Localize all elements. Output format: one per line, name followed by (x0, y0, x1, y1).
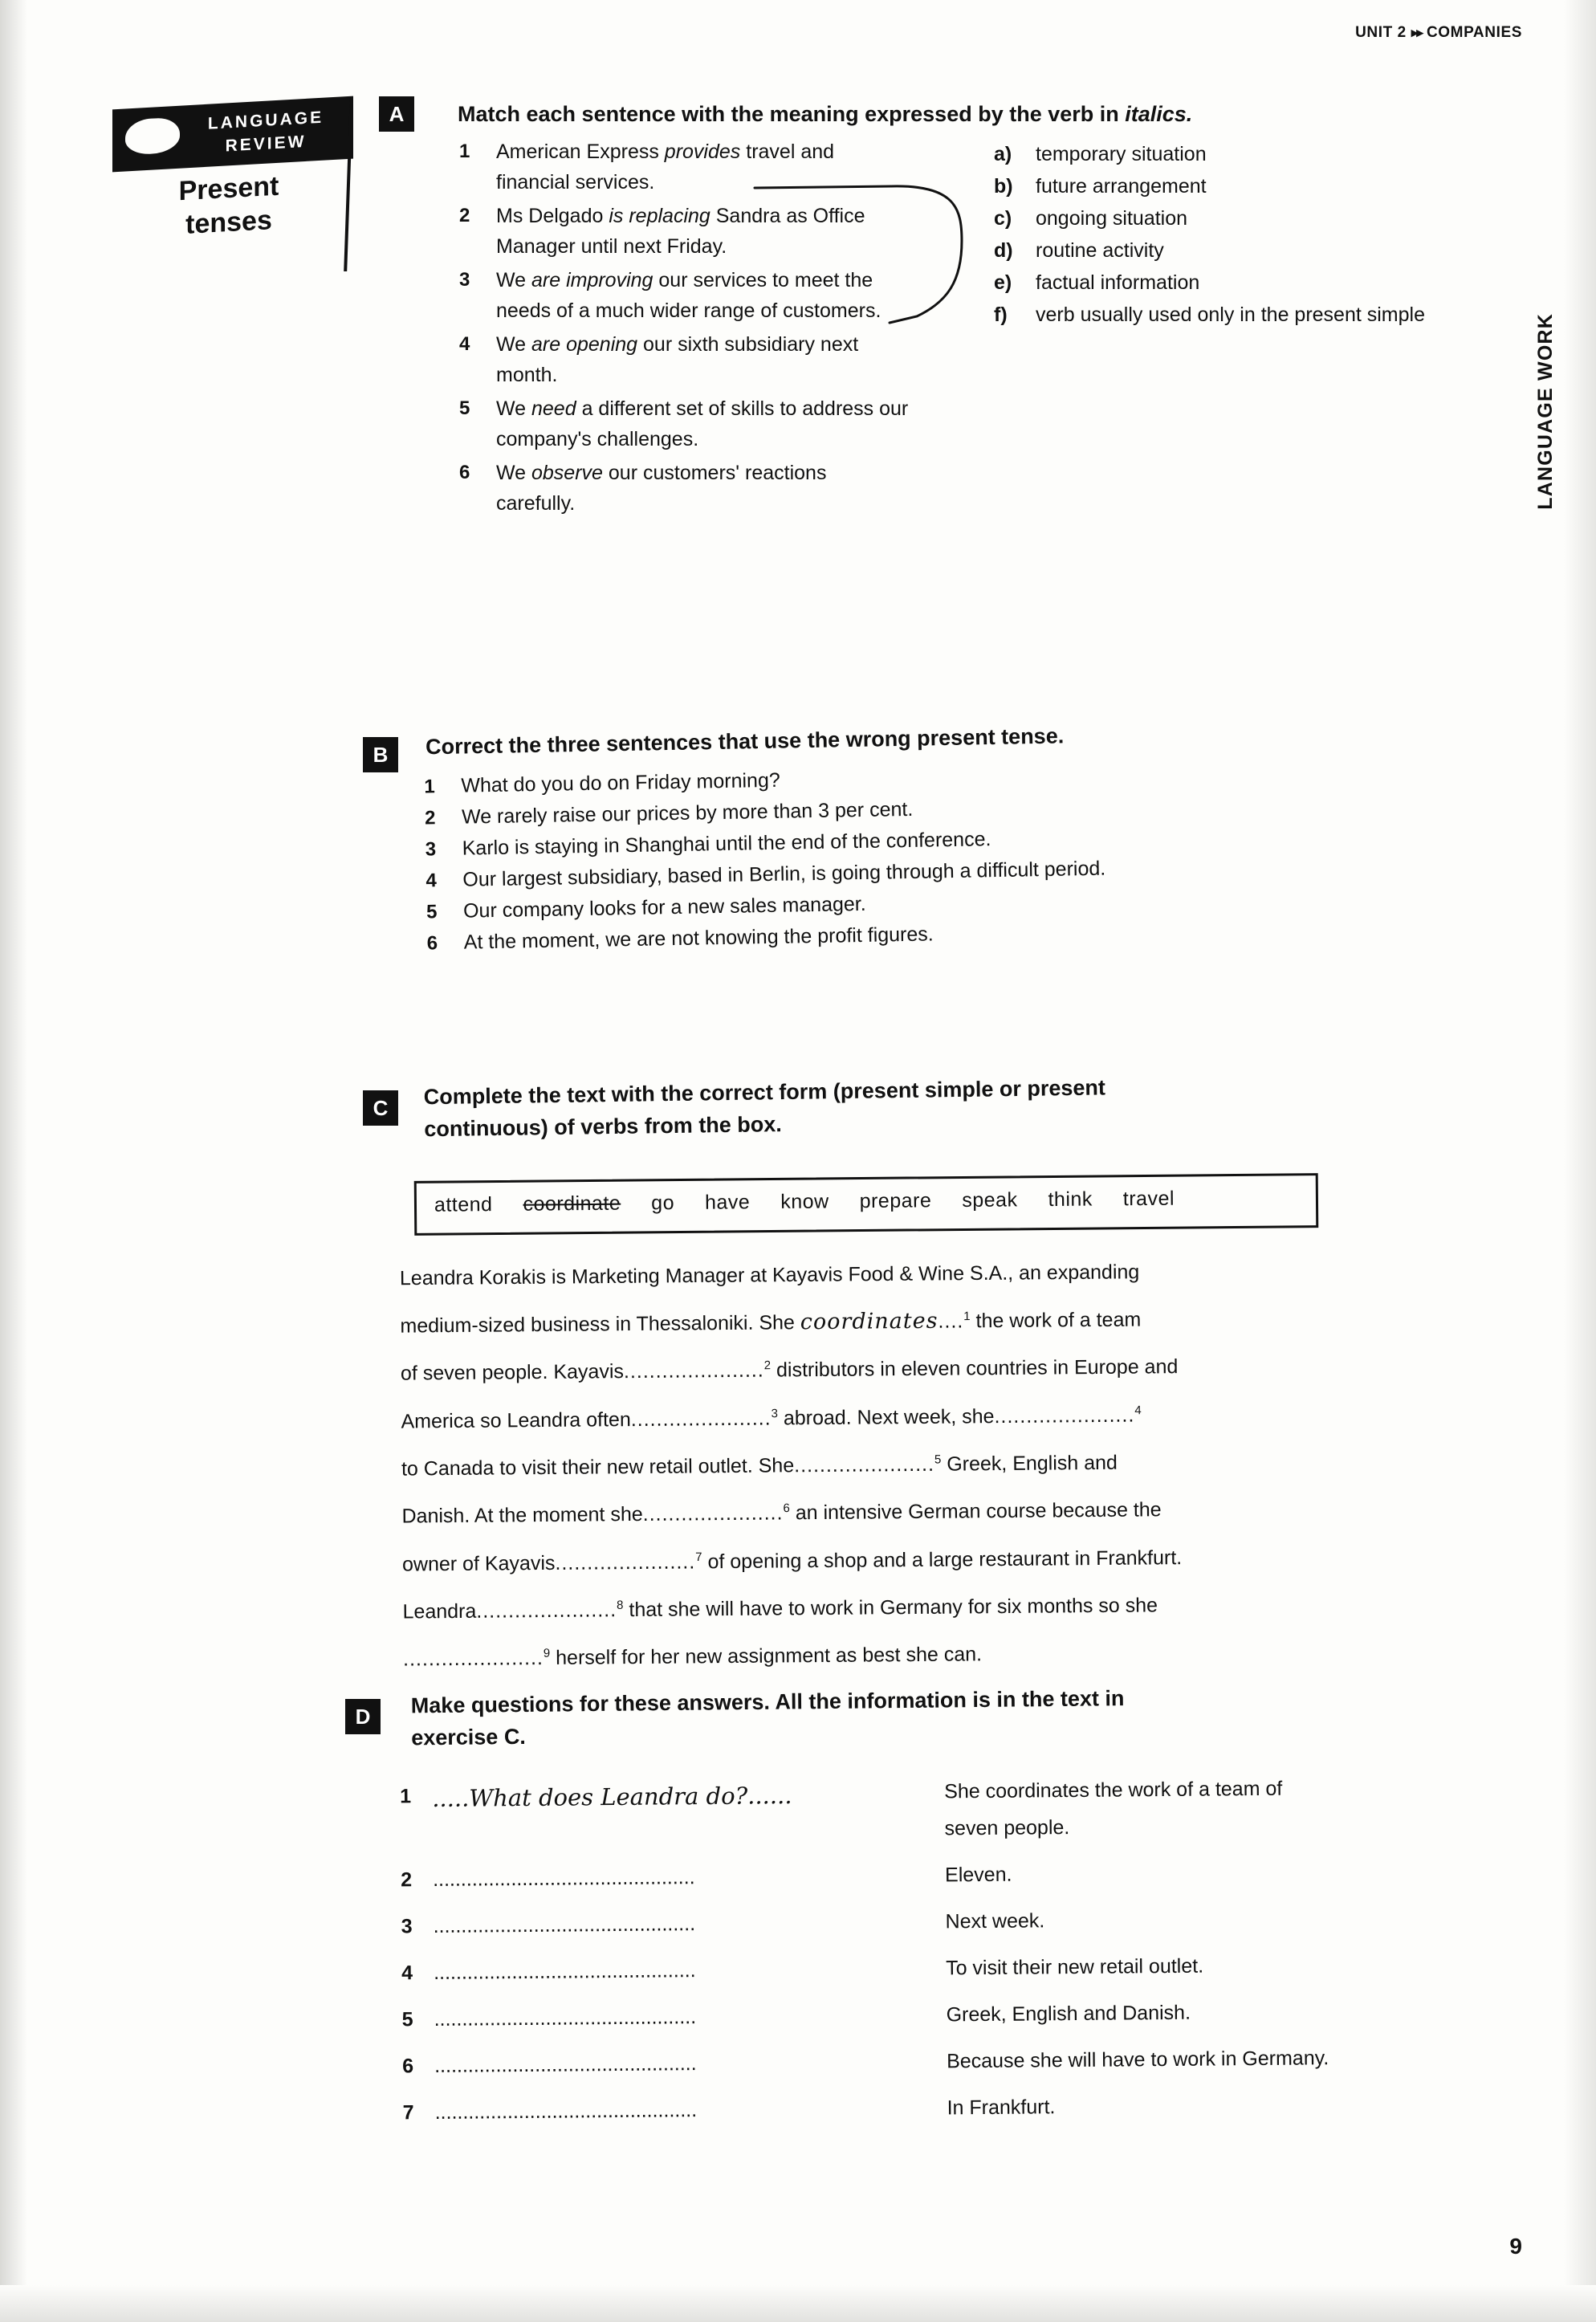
d-answer-text: She coordinates the work of a team of (944, 1777, 1283, 1803)
exercise-a-option (994, 170, 1427, 202)
language-review-badge-text (189, 104, 342, 160)
exercise-a-heading-italic: italics. (1125, 102, 1193, 126)
c-gap-4-number: 4 (1134, 1403, 1142, 1417)
option-text: future arrangement (1036, 175, 1207, 198)
item-text: Karlo is staying in Shanghai until the end of the conference. (462, 828, 991, 860)
c-gap-1: .... (938, 1310, 964, 1333)
exercise-d-row (401, 1995, 1381, 2051)
option-letter: d) (994, 239, 1013, 262)
item-text: American Express provides travel and financial services. (496, 141, 835, 194)
exercise-c-heading-line-2: continuous) of verbs from the box. (424, 1112, 783, 1142)
section-side-tab: LANGUAGE WORK (1534, 313, 1557, 510)
exercise-c-word-box (414, 1173, 1319, 1236)
option-letter: f) (994, 303, 1008, 326)
exercise-d-row (401, 1856, 1380, 1911)
c-text-line-5b: Greek, English and (947, 1451, 1118, 1476)
exercise-a-item (459, 329, 909, 390)
exercise-a-heading (458, 98, 1437, 130)
c-text-line-2b: the work of a team (975, 1308, 1142, 1333)
c-answer-1-handwritten: coordinates (800, 1308, 938, 1335)
item-number: 5 (459, 397, 470, 419)
c-gap-6: ...................... (642, 1501, 784, 1526)
badge-line-1: LANGUAGE (207, 108, 324, 133)
item-number: 6 (426, 932, 438, 955)
item-number: 6 (459, 462, 470, 483)
word-box-item: prepare (859, 1189, 932, 1213)
item-text: Ms Delgado is replacing Sandra as Office Manager until next Friday. (496, 205, 865, 258)
c-gap-1-number: 1 (963, 1310, 971, 1324)
c-gap-2: ...................... (623, 1359, 764, 1383)
c-gap-7-number: 7 (695, 1550, 702, 1564)
word-box-item: attend (434, 1193, 493, 1216)
d-answer-text: Because she will have to work in Germany. (947, 2047, 1329, 2073)
page-edge-shadow-bottom (0, 2285, 1596, 2322)
exercise-a-option (994, 234, 1427, 267)
c-text-line-8a: Leandra (402, 1599, 477, 1623)
c-gap-8: ...................... (476, 1599, 617, 1623)
d-blank-line: ............................................... (434, 2052, 697, 2077)
word-box-item: speak (962, 1188, 1018, 1212)
exercise-a-option (994, 202, 1427, 234)
c-text-line-3b: distributors in eleven countries in Europe and (776, 1355, 1179, 1382)
item-text: Our largest subsidiary, based in Berlin, is going through a difficult period. (462, 857, 1106, 891)
item-number: 4 (425, 870, 438, 892)
speech-bubble-icon (125, 117, 180, 156)
exercise-a-heading-text: Match each sentence with the meaning expressed by the verb in (458, 102, 1126, 126)
exercise-c-heading (423, 1068, 1379, 1146)
d-question-blank[interactable] (432, 1781, 930, 1812)
row-number: 7 (402, 2101, 414, 2124)
row-number: 5 (401, 2008, 413, 2031)
item-text: What do you do on Friday morning? (461, 768, 780, 797)
item-number: 3 (425, 838, 437, 861)
exercise-letter-a: A (379, 96, 414, 132)
row-number: 4 (401, 1961, 413, 1985)
exercise-c-word-list (434, 1187, 1205, 1216)
c-text-line-6b: an intensive German course because the (795, 1498, 1162, 1525)
option-text: factual information (1036, 271, 1200, 294)
c-gap-5-number: 5 (934, 1452, 942, 1467)
exercise-d-heading (411, 1680, 1391, 1754)
item-text: We are improving our services to meet the needs of a much wider range of customers. (496, 269, 881, 322)
exercise-b-heading: Correct the three sentences that use the wrong present tense. (425, 723, 1065, 760)
language-review-badge (112, 96, 353, 173)
option-text: verb usually used only in the present simple (1036, 303, 1425, 326)
c-gap-8-number: 8 (617, 1598, 624, 1612)
d-answer-handwritten: .....What does Leandra do?...... (432, 1782, 792, 1812)
d-question-blank[interactable] (434, 1911, 931, 1938)
d-answer-text-line-2: seven people. (944, 1816, 1070, 1840)
item-text: At the moment, we are not knowing the profit figures. (463, 923, 934, 954)
option-letter: c) (994, 207, 1012, 230)
d-blank-line: ............................................... (434, 2099, 698, 2124)
page-edge-shadow-right (1564, 0, 1596, 2322)
option-letter: e) (994, 271, 1012, 294)
c-gap-9-number: 9 (543, 1646, 551, 1660)
item-text: We observe our customers' reactions carefully. (496, 462, 827, 515)
exercise-a-item (459, 265, 909, 326)
item-number: 1 (459, 141, 470, 162)
exercise-letter-b: B (363, 737, 398, 772)
d-blank-line: ............................................... (434, 1959, 696, 1984)
exercise-d-row (401, 1902, 1380, 1957)
item-number: 1 (424, 776, 435, 798)
d-question-blank[interactable] (434, 2004, 932, 2031)
row-number: 2 (401, 1868, 413, 1892)
item-text: We are opening our sixth subsidiary next month. (496, 333, 859, 386)
exercise-a-item (459, 201, 909, 262)
word-box-item: have (704, 1191, 751, 1214)
c-text-line-4b: abroad. Next week, she (783, 1404, 995, 1430)
exercise-a-options-list (994, 138, 1427, 331)
d-answer-text: In Frankfurt. (947, 2096, 1056, 2120)
option-letter: b) (994, 175, 1013, 198)
item-text: Our company looks for a new sales manager. (462, 892, 866, 923)
badge-line-2: REVIEW (225, 132, 307, 156)
exercise-d-heading-line-2: exercise C. (411, 1724, 527, 1750)
c-text-line-7b: of opening a shop and a large restaurant in Frankfurt. (707, 1546, 1183, 1573)
exercise-c-heading-line-1: Complete the text with the correct form (present simple or present (423, 1075, 1106, 1110)
item-number: 2 (459, 205, 470, 226)
item-number: 4 (459, 333, 470, 355)
d-question-blank[interactable] (434, 1957, 931, 1985)
d-answer-text: Greek, English and Danish. (946, 2001, 1191, 2027)
page-edge-shadow-left (0, 0, 27, 2322)
d-answer-text: Eleven. (944, 1863, 1012, 1887)
item-text: We rarely raise our prices by more than 3 per cent. (461, 797, 914, 829)
d-blank-line: ............................................... (434, 2006, 697, 2031)
c-text-line-9b: herself for her new assignment as best she can. (556, 1643, 983, 1670)
exercise-a-item (459, 393, 909, 454)
option-text: ongoing situation (1036, 207, 1188, 230)
exercise-b-sentence-list (424, 755, 1390, 959)
option-text: temporary situation (1036, 143, 1207, 165)
option-text: routine activity (1036, 239, 1164, 262)
option-letter: a) (994, 143, 1012, 165)
c-gap-4: ...................... (994, 1403, 1135, 1428)
running-header (1355, 24, 1522, 42)
exercise-letter-d: D (345, 1699, 381, 1734)
c-gap-5: ...................... (794, 1452, 935, 1477)
exercise-d-row (402, 2088, 1382, 2144)
c-gap-6-number: 6 (783, 1501, 790, 1516)
item-text: We need a different set of skills to address our company's challenges. (496, 397, 909, 450)
word-box-item: go (651, 1192, 675, 1215)
d-question-blank[interactable] (435, 2097, 933, 2124)
c-text-line-4a: America so Leandra often (401, 1407, 631, 1433)
d-answer-text: Next week. (945, 1909, 1045, 1933)
exercise-letter-c: C (363, 1090, 398, 1126)
c-gap-3: ...................... (630, 1407, 772, 1431)
language-review-title (145, 167, 313, 243)
exercise-d-question-rows (400, 1772, 1382, 2144)
c-text-line-6a: Danish. At the moment she (401, 1503, 643, 1528)
header-arrows-icon: ▸▸ (1411, 25, 1422, 40)
d-blank-line: ............................................... (433, 1866, 695, 1891)
header-unit: UNIT 2 (1355, 24, 1407, 41)
d-question-blank[interactable] (434, 2051, 932, 2078)
item-number: 2 (424, 807, 436, 829)
c-text-line-2a: medium-sized business in Thessaloniki. She (400, 1311, 796, 1338)
header-section: COMPANIES (1426, 24, 1522, 41)
exercise-a-item (459, 136, 909, 198)
c-gap-9: ...................... (402, 1647, 544, 1671)
word-box-item: know (780, 1190, 829, 1213)
exercise-a-item (459, 458, 909, 519)
exercise-d-row (402, 2042, 1382, 2097)
row-number: 1 (400, 1785, 412, 1808)
d-blank-line: ............................................... (433, 1913, 696, 1937)
item-number: 5 (425, 901, 438, 923)
exercise-c-text (400, 1249, 1367, 1681)
exercise-d-heading-line-1: Make questions for these answers. All the information is in the text in (410, 1686, 1125, 1718)
d-answer-text: To visit their new retail outlet. (945, 1954, 1204, 1980)
language-review-title-line-1: Present (178, 170, 279, 207)
c-text-line-3a: of seven people. Kayavis (400, 1360, 625, 1385)
c-gap-2-number: 2 (763, 1359, 772, 1373)
page-number: 9 (1509, 2234, 1522, 2259)
exercise-a-option (994, 299, 1427, 331)
exercise-a-option (994, 138, 1427, 170)
item-number: 3 (459, 269, 470, 291)
row-number: 3 (401, 1915, 413, 1938)
c-text-line-5a: to Canada to visit their new retail outlet. She (401, 1454, 795, 1481)
c-text-line-1: Leandra Korakis is Marketing Manager at Kayavis Food & Wine S.A., an expanding (399, 1261, 1140, 1290)
exercise-a-sentence-list (459, 136, 909, 522)
c-text-line-8b: that she will have to work in Germany for six months so she (629, 1594, 1158, 1622)
exercise-a-option (994, 267, 1427, 299)
language-review-title-line-2: tenses (185, 205, 272, 240)
exercise-d-row (401, 1949, 1381, 2004)
word-box-item: travel (1122, 1187, 1175, 1211)
c-gap-7: ...................... (555, 1550, 696, 1574)
c-text-line-7a: owner of Kayavis (401, 1551, 556, 1576)
c-gap-3-number: 3 (771, 1406, 778, 1420)
word-box-item: think (1048, 1187, 1093, 1212)
row-number: 6 (402, 2055, 414, 2078)
d-question-blank[interactable] (433, 1864, 930, 1892)
exercise-d-row (400, 1772, 1380, 1864)
word-box-item: coordinate (523, 1192, 621, 1216)
